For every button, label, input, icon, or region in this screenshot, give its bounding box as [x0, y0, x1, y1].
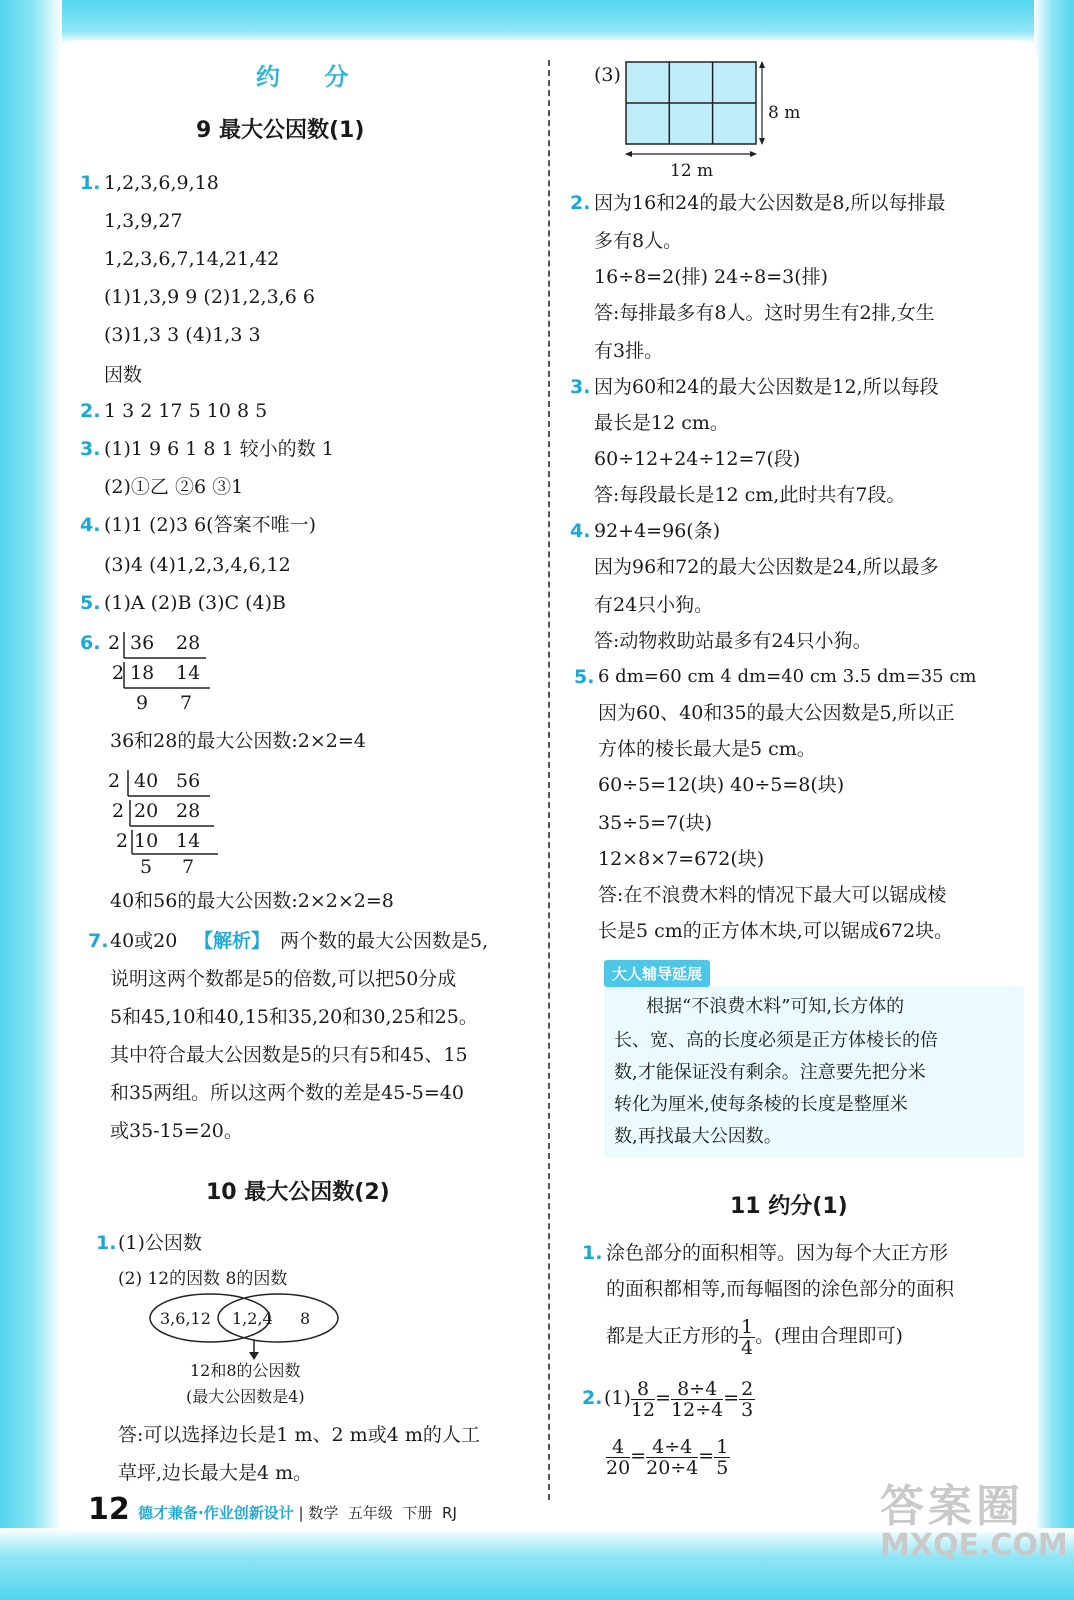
venn-caption: 12和8的公因数	[190, 1361, 301, 1380]
l10-q5-line: 答:在不浪费木料的情况下最大可以锯成棱	[598, 884, 947, 906]
watermark-top: 答案圈	[880, 1481, 1024, 1532]
l10-q5-line: 12×8×7=672(块)	[598, 848, 765, 870]
l10-q5-line: 35÷5=7(块)	[598, 812, 713, 834]
l10-q1-line: 答:可以选择边长是1 m、2 m或4 m的人工	[118, 1424, 480, 1446]
tip-line: 根据“不浪费木料”可知,长方体的	[646, 996, 905, 1017]
l11-q1-line	[606, 1314, 903, 1358]
q2-line: 1 3 2 17 5 10 8 5	[104, 400, 268, 422]
l10-q4-line: 92+4=96(条)	[594, 520, 721, 542]
l10-q1-line: (1)公因数	[118, 1232, 202, 1254]
q5-number: 5.	[80, 592, 101, 614]
div1-lines	[110, 630, 220, 696]
page-frame-top	[0, 0, 1074, 44]
l10-q3-number: 3.	[570, 376, 591, 398]
column-divider	[548, 60, 550, 1500]
q7-line: 5和45,10和40,15和35,20和30,25和25。	[110, 1006, 478, 1028]
watermark	[880, 1470, 1068, 1563]
lesson11-title: 11 约分(1)	[730, 1194, 848, 1219]
q3-line: (1)1 9 6 1 8 1 较小的数 1	[104, 438, 334, 460]
tip-line: 长、宽、高的长度必须是正方体棱长的倍	[614, 1030, 938, 1051]
q7-line: 两个数的最大公因数是5,	[280, 930, 489, 952]
l10-q5-line: 长是5 cm的正方体木块,可以锯成672块。	[598, 920, 954, 942]
div2-lines	[110, 768, 230, 864]
l11-q1-text: 都是大正方形的	[606, 1325, 740, 1347]
l10-q4-number: 4.	[570, 520, 591, 542]
tip-label: 大人辅导延展	[604, 960, 710, 987]
l10-q3-line: 最长是12 cm。	[594, 412, 729, 434]
l10-q2-line: 答:每排最多有8人。这时男生有2排,女生	[594, 302, 935, 324]
venn-middle-label: 1,2,4	[232, 1309, 273, 1328]
l10-q3-line: 60÷12+24÷12=7(段)	[594, 448, 801, 470]
l11-q1-line: 的面积都相等,而每幅图的涂色部分的面积	[606, 1278, 955, 1300]
q3-number: 3.	[80, 438, 101, 460]
l10-q2-line: 因为16和24的最大公因数是8,所以每排最	[594, 192, 946, 214]
q6-result: 40和56的最大公因数:2×2×2=8	[110, 890, 394, 912]
q1-line: 因数	[104, 364, 143, 386]
l11-q2-number: 2.	[582, 1387, 603, 1409]
q7-number: 7.	[88, 930, 109, 952]
div1-cell: 7	[180, 692, 193, 714]
div2-cell: 56	[176, 770, 201, 792]
l10-q2-line: 多有8人。	[594, 230, 683, 252]
div2-divisor: 2	[112, 800, 125, 822]
q3-line: (2)①乙 ②6 ③1	[104, 476, 244, 498]
footer-info	[138, 1502, 457, 1523]
q2-number: 2.	[80, 400, 101, 422]
rect-height-label: 8 m	[768, 103, 801, 123]
page-frame-left	[0, 0, 62, 1600]
equals-sign: =	[698, 1445, 715, 1467]
equals-sign: =	[630, 1445, 647, 1467]
l10-q2-number: 2.	[570, 192, 591, 214]
fraction: $\frac{1}{4}$	[741, 1315, 754, 1359]
rect-width-label: 12 m	[670, 161, 714, 181]
q7-analysis-tag: 【解析】	[194, 930, 271, 952]
lesson9-title: 9 最大公因数(1)	[196, 118, 365, 143]
equals-sign: =	[723, 1387, 740, 1409]
q4-line: (3)4 (4)1,2,3,4,6,12	[104, 554, 291, 576]
l11-q2-row	[606, 1434, 730, 1478]
q1-number: 1.	[80, 172, 101, 194]
l10-q2-line: 有3排。	[594, 340, 664, 362]
l11-q1-line: 涂色部分的面积相等。因为每个大正方形	[606, 1242, 949, 1264]
div2-cell: 5	[140, 856, 153, 878]
div1-cell: 14	[176, 662, 201, 684]
l10-q5-line: 60÷5=12(块) 40÷5=8(块)	[598, 774, 845, 796]
l10-q3-line: 因为60和24的最大公因数是12,所以每段	[594, 376, 939, 398]
q7-line: 或35-15=20。	[110, 1120, 243, 1142]
q6-number: 6.	[80, 632, 101, 654]
footer-brand: 德才兼备·作业创新设计	[138, 1504, 294, 1522]
tip-line: 数,才能保证没有剩余。注意要先把分米	[614, 1062, 926, 1083]
l10-q1-number: 1.	[96, 1232, 117, 1254]
tip-line: 数,再找最大公因数。	[614, 1126, 782, 1147]
tip-line: 转化为厘米,使每条棱的长度是整厘米	[614, 1094, 908, 1115]
footer-grade: 五年级	[347, 1504, 393, 1522]
footer-edition: RJ	[442, 1504, 457, 1522]
q1-line: (1)1,3,9 9 (2)1,2,3,6 6	[104, 286, 315, 308]
equals-sign: =	[655, 1387, 672, 1409]
l11-q1-text: 。(理由合理即可)	[755, 1325, 903, 1347]
div2-divisor: 2	[116, 830, 129, 852]
footer-volume: 下册	[402, 1504, 433, 1522]
q7-line: 说明这两个数都是5的倍数,可以把50分成	[110, 968, 457, 990]
l10-q5-line: 6 dm=60 cm 4 dm=40 cm 3.5 dm=35 cm	[598, 666, 977, 687]
l11-q1-number: 1.	[582, 1242, 603, 1264]
l10-q1-line: (2) 12的因数 8的因数	[118, 1269, 288, 1289]
div2-cell: 20	[134, 800, 159, 822]
q6-result: 36和28的最大公因数:2×2=4	[110, 730, 366, 752]
l10-q3-line: 答:每段最长是12 cm,此时共有7段。	[594, 484, 906, 506]
l11-q2-row	[604, 1376, 755, 1420]
q1-line: 1,2,3,6,9,18	[104, 172, 219, 194]
div1-cell: 18	[130, 662, 155, 684]
venn-caption: (最大公因数是4)	[186, 1387, 305, 1406]
q7-line: 和35两组。所以这两个数的差是45-5=40	[110, 1082, 464, 1104]
div1-cell: 9	[136, 692, 149, 714]
l10-q5-line: 因为60、40和35的最大公因数是5,所以正	[598, 702, 955, 724]
q4-number: 4.	[80, 514, 101, 536]
page-frame-right	[1034, 0, 1074, 1600]
q1-line: (3)1,3 3 (4)1,3 3	[104, 324, 261, 346]
fraction: $\frac{4}{20}$	[606, 1435, 631, 1479]
div2-divisor: 2	[108, 770, 121, 792]
l10-q2-line: 16÷8=2(排) 24÷8=3(排)	[594, 266, 829, 288]
venn-right-label: 8	[300, 1309, 311, 1328]
div2-cell: 14	[176, 830, 201, 852]
l10-q1-line: 草坪,边长最大是4 m。	[118, 1462, 313, 1484]
div2-cell: 7	[182, 856, 195, 878]
div1-cell: 36	[130, 632, 155, 654]
div2-cell: 28	[176, 800, 201, 822]
chapter-title: 约 分	[256, 63, 367, 91]
q1-line: 1,2,3,6,7,14,21,42	[104, 248, 280, 270]
watermark-bottom: MXQE.COM	[880, 1528, 1068, 1563]
q5-line: (1)A (2)B (3)C (4)B	[104, 592, 286, 614]
fraction: $\frac{2}{3}$	[741, 1377, 754, 1421]
q7-line: 其中符合最大公因数是5的只有5和45、15	[110, 1044, 468, 1066]
q7-answer: 40或20	[110, 930, 178, 952]
fraction: $\frac{4\div 4}{20\div 4}$	[646, 1435, 699, 1479]
fraction: $\frac{8}{12}$	[630, 1377, 656, 1421]
div2-cell: 40	[134, 770, 159, 792]
page-number: 12	[88, 1492, 130, 1527]
div1-cell: 28	[176, 632, 201, 654]
l10-q4-line: 因为96和72的最大公因数是24,所以最多	[594, 556, 939, 578]
l10-q5-number: 5.	[574, 666, 595, 688]
div1-divisor: 2	[108, 632, 121, 654]
grid-rectangle	[620, 58, 780, 162]
lesson10-title: 10 最大公因数(2)	[206, 1180, 390, 1205]
q1-line: 1,3,9,27	[104, 210, 183, 232]
div2-cell: 10	[134, 830, 159, 852]
q4-line: (1)1 (2)3 6(答案不唯一)	[104, 514, 316, 536]
part-label: (1)	[604, 1387, 631, 1409]
fraction: $\frac{8\div 4}{12\div 4}$	[671, 1377, 724, 1421]
venn-left-label: 3,6,12	[160, 1309, 211, 1328]
q1-3-label: (3)	[594, 64, 621, 86]
footer-separator: |	[298, 1504, 304, 1522]
footer-subject: 数学	[308, 1504, 339, 1522]
l10-q4-line: 有24只小狗。	[594, 594, 714, 616]
fraction: $\frac{1}{5}$	[716, 1435, 729, 1479]
l10-q4-line: 答:动物救助站最多有24只小狗。	[594, 630, 872, 652]
l10-q5-line: 方体的棱长最大是5 cm。	[598, 738, 816, 760]
div1-divisor: 2	[112, 662, 125, 684]
